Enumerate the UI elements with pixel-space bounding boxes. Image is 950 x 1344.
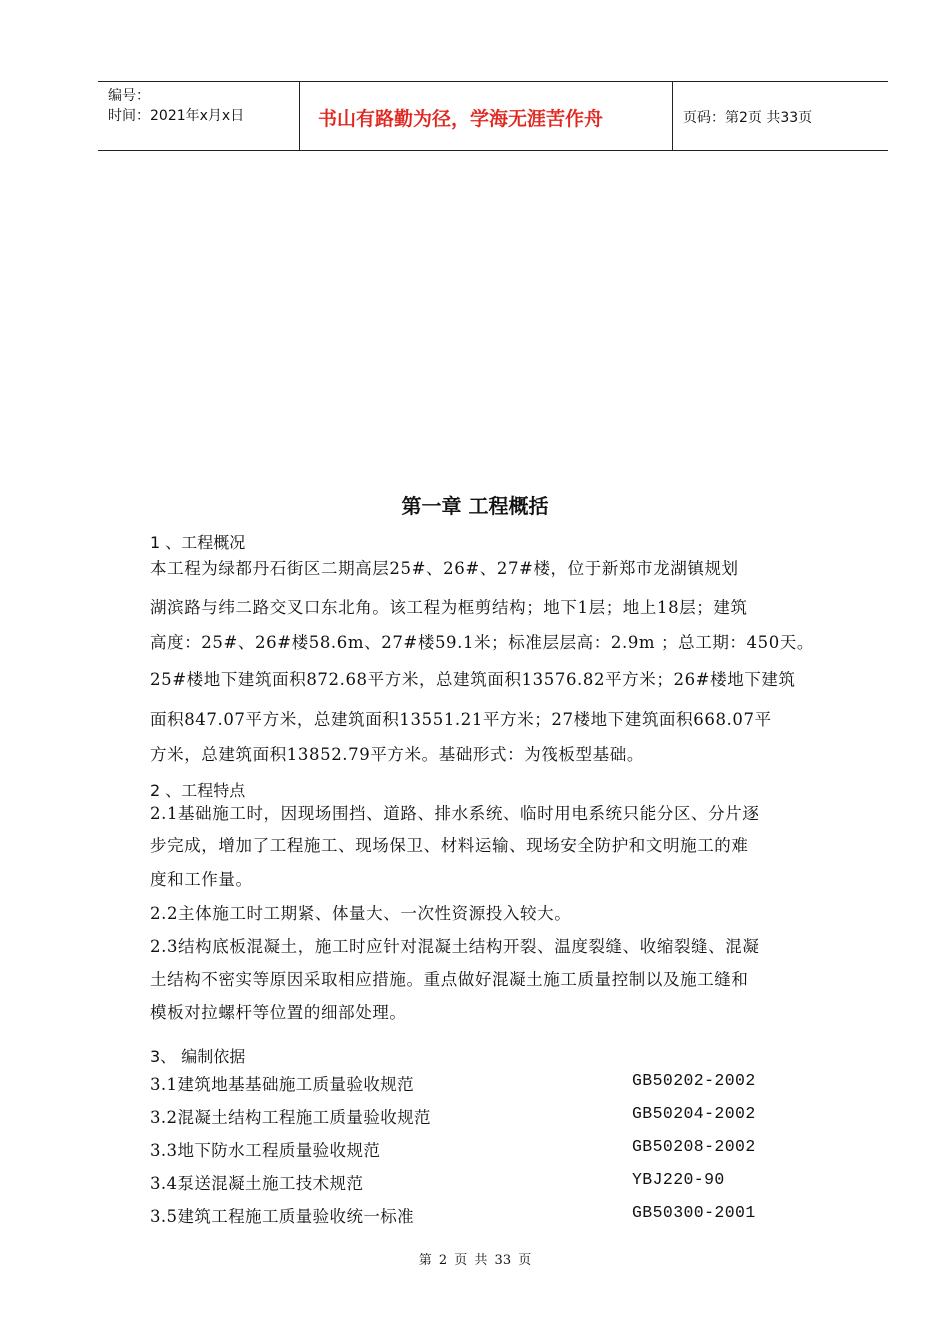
section-heading: 1 、工程概况 [150, 533, 246, 552]
paragraph-line: 2.3结构底板混凝土，施工时应针对混凝土结构开裂、温度裂缝、收缩裂缝、混凝 [150, 937, 760, 956]
header-page-cell [673, 82, 888, 150]
page-header [98, 81, 888, 151]
paragraph-line: 模板对拉螺杆等位置的细部处理。 [150, 1003, 407, 1022]
section-heading: 3、 编制依据 [150, 1047, 246, 1066]
reference-name: 3.1建筑地基基础施工质量验收规范 [150, 1075, 415, 1094]
paragraph-line: 本工程为绿都丹石街区二期高层25#、26#、27#楼，位于新郑市龙湖镇规划 [150, 559, 739, 578]
paragraph-line: 2.2主体施工时工期紧、体量大、一次性资源投入较大。 [150, 904, 572, 923]
reference-name: 3.4泵送混凝土施工技术规范 [150, 1174, 364, 1193]
reference-name: 3.5建筑工程施工质量验收统一标准 [150, 1207, 415, 1226]
paragraph-line: 方米，总建筑面积13852.79平方米。基础形式：为筏板型基础。 [150, 745, 644, 764]
reference-code: YBJ220-90 [632, 1170, 725, 1189]
page-label: 页码：第2页 共33页 [683, 110, 813, 126]
header-info-cell [98, 82, 300, 150]
paragraph-line: 湖滨路与纬二路交叉口东北角。该工程为框剪结构；地下1层；地上18层；建筑 [150, 598, 748, 617]
reference-name: 3.3地下防水工程质量验收规范 [150, 1141, 381, 1160]
paragraph-line: 面积847.07平方米，总建筑面积13551.21平方米；27楼地下建筑面积668.07平 [150, 710, 772, 729]
paragraph-line: 步完成，增加了工程施工、现场保卫、材料运输、现场安全防护和文明施工的难 [150, 836, 749, 855]
number-label: 编号： [108, 88, 150, 104]
page-footer: 第 2 页 共 33 页 [418, 1253, 532, 1268]
reference-name: 3.2混凝土结构工程施工质量验收规范 [150, 1108, 431, 1127]
reference-code: GB50202-2002 [632, 1071, 756, 1090]
paragraph-line: 25#楼地下建筑面积872.68平方米，总建筑面积13576.82平方米；26#楼地下建筑 [150, 670, 796, 689]
reference-code: GB50208-2002 [632, 1137, 756, 1156]
paragraph-line: 2.1基础施工时，因现场围挡、道路、排水系统、临时用电系统只能分区、分片逐 [150, 804, 760, 823]
paragraph-line: 度和工作量。 [150, 870, 253, 889]
header-motto-cell [300, 82, 673, 150]
section-heading: 2 、工程特点 [150, 781, 246, 800]
reference-code: GB50204-2002 [632, 1104, 756, 1123]
chapter-title: 第一章 工程概括 [401, 494, 549, 518]
time-label: 时间：2021年x月x日 [108, 108, 245, 124]
paragraph-line: 高度：25#、26#楼58.6m、27#楼59.1米；标准层层高：2.9m ；总工期：450天。 [150, 633, 815, 652]
paragraph-line: 土结构不密实等原因采取相应措施。重点做好混凝土施工质量控制以及施工缝和 [150, 970, 749, 989]
reference-code: GB50300-2001 [632, 1203, 756, 1222]
motto: 书山有路勤为径，学海无涯苦作舟 [318, 108, 604, 130]
